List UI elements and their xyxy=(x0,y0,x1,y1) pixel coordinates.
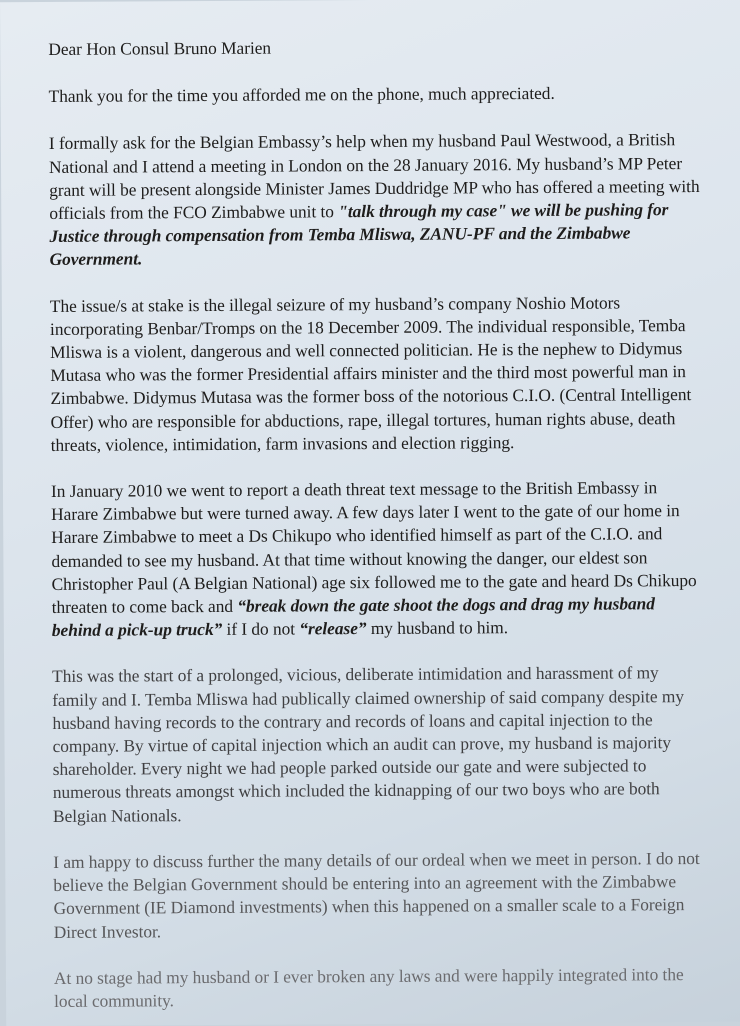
meeting-request-emphasis: "talk through my case" we will be pushing for Justice through compensation from Temba Mliswa, ZANU-PF and the Zimbabwe Government. xyxy=(49,199,669,270)
threat-text: In January 2010 we went to report a death threat text message to the British Embassy in Harare Zimbabwe but were turned away. A few days later I went to the gate of our home in Harare Zimbabwe to meet a Ds Chikupo who identified himself as part of the C.I.O. and demanded to see my husband. At that time without knowing the danger, our eldest son Christopher Paul (A Belgian National) age six followed me to the gate and heard Ds Chikupo threaten to come back and xyxy=(50,477,697,618)
paragraph-meeting-request xyxy=(49,128,702,271)
paragraph-issue: The issue/s at stake is the illegal seizure of my husband’s company Noshio Motors incorporating Benbar/Tromps on the 18 December 2009. The individual responsible, Temba Mliswa is a violent, dangerous and well connected politician. He is the nephew to Didymus Mutasa who was the former Presidential affairs minister and the third most powerful man in Zimbabwe. Didymus Mutasa was the former boss of the notorious C.I.O. (Central Intelligent Offer) who are responsible for abductions, rape, illegal tortures, human rights abuse, death threats, violence, intimidation, farm invasions and election rigging. xyxy=(49,292,692,455)
paragraph-discussion: I am happy to discuss further the many details of our ordeal when we meet in person. I do not believe the Belgian Government should be entering into an agreement with the Zimbabwe Government (IE Diamond investments) when this happened on a smaller scale to a Foreign Direct Investor. xyxy=(53,847,700,942)
paragraph-closing: At no stage had my husband or I ever broken any laws and were happily integrated into the local community. xyxy=(53,963,684,1011)
paragraph-threat xyxy=(51,476,704,642)
salutation: Dear Hon Consul Bruno Marien xyxy=(48,37,272,59)
threat-end: my husband to him. xyxy=(366,617,509,639)
threat-quote: “break down the gate shoot the dogs and drag my husband behind a pick-up truck” xyxy=(51,593,655,641)
meeting-request-text: I formally ask for the Belgian Embassy’s help when my husband Paul Westwood, a British National and I attend a meeting in London on the 28 January 2016. My husband’s MP Peter grant will be present alongside Minister James Duddridge MP who has offered a meeting with officials from the FCO Zimbabwe unit to xyxy=(48,129,700,223)
paragraph-intimidation: This was the start of a prolonged, vicious, deliberate intimidation and harassment of my family and I. Temba Mliswa had publically claimed ownership of said company despite my husband having records to the contrary and records of loans and capital injection to the company. By virtue of capital injection which an audit can prove, my husband is majority shareholder. Every night we had people parked outside our gate and were subjected to numerous threats amongst which included the kidnapping of our two boys who are both Belgian Nationals. xyxy=(52,662,684,826)
thanks-line: Thank you for the time you afforded me on the phone, much appreciated. xyxy=(48,83,555,107)
threat-release: “release” xyxy=(299,618,367,639)
threat-middle: if I do not xyxy=(222,618,300,640)
